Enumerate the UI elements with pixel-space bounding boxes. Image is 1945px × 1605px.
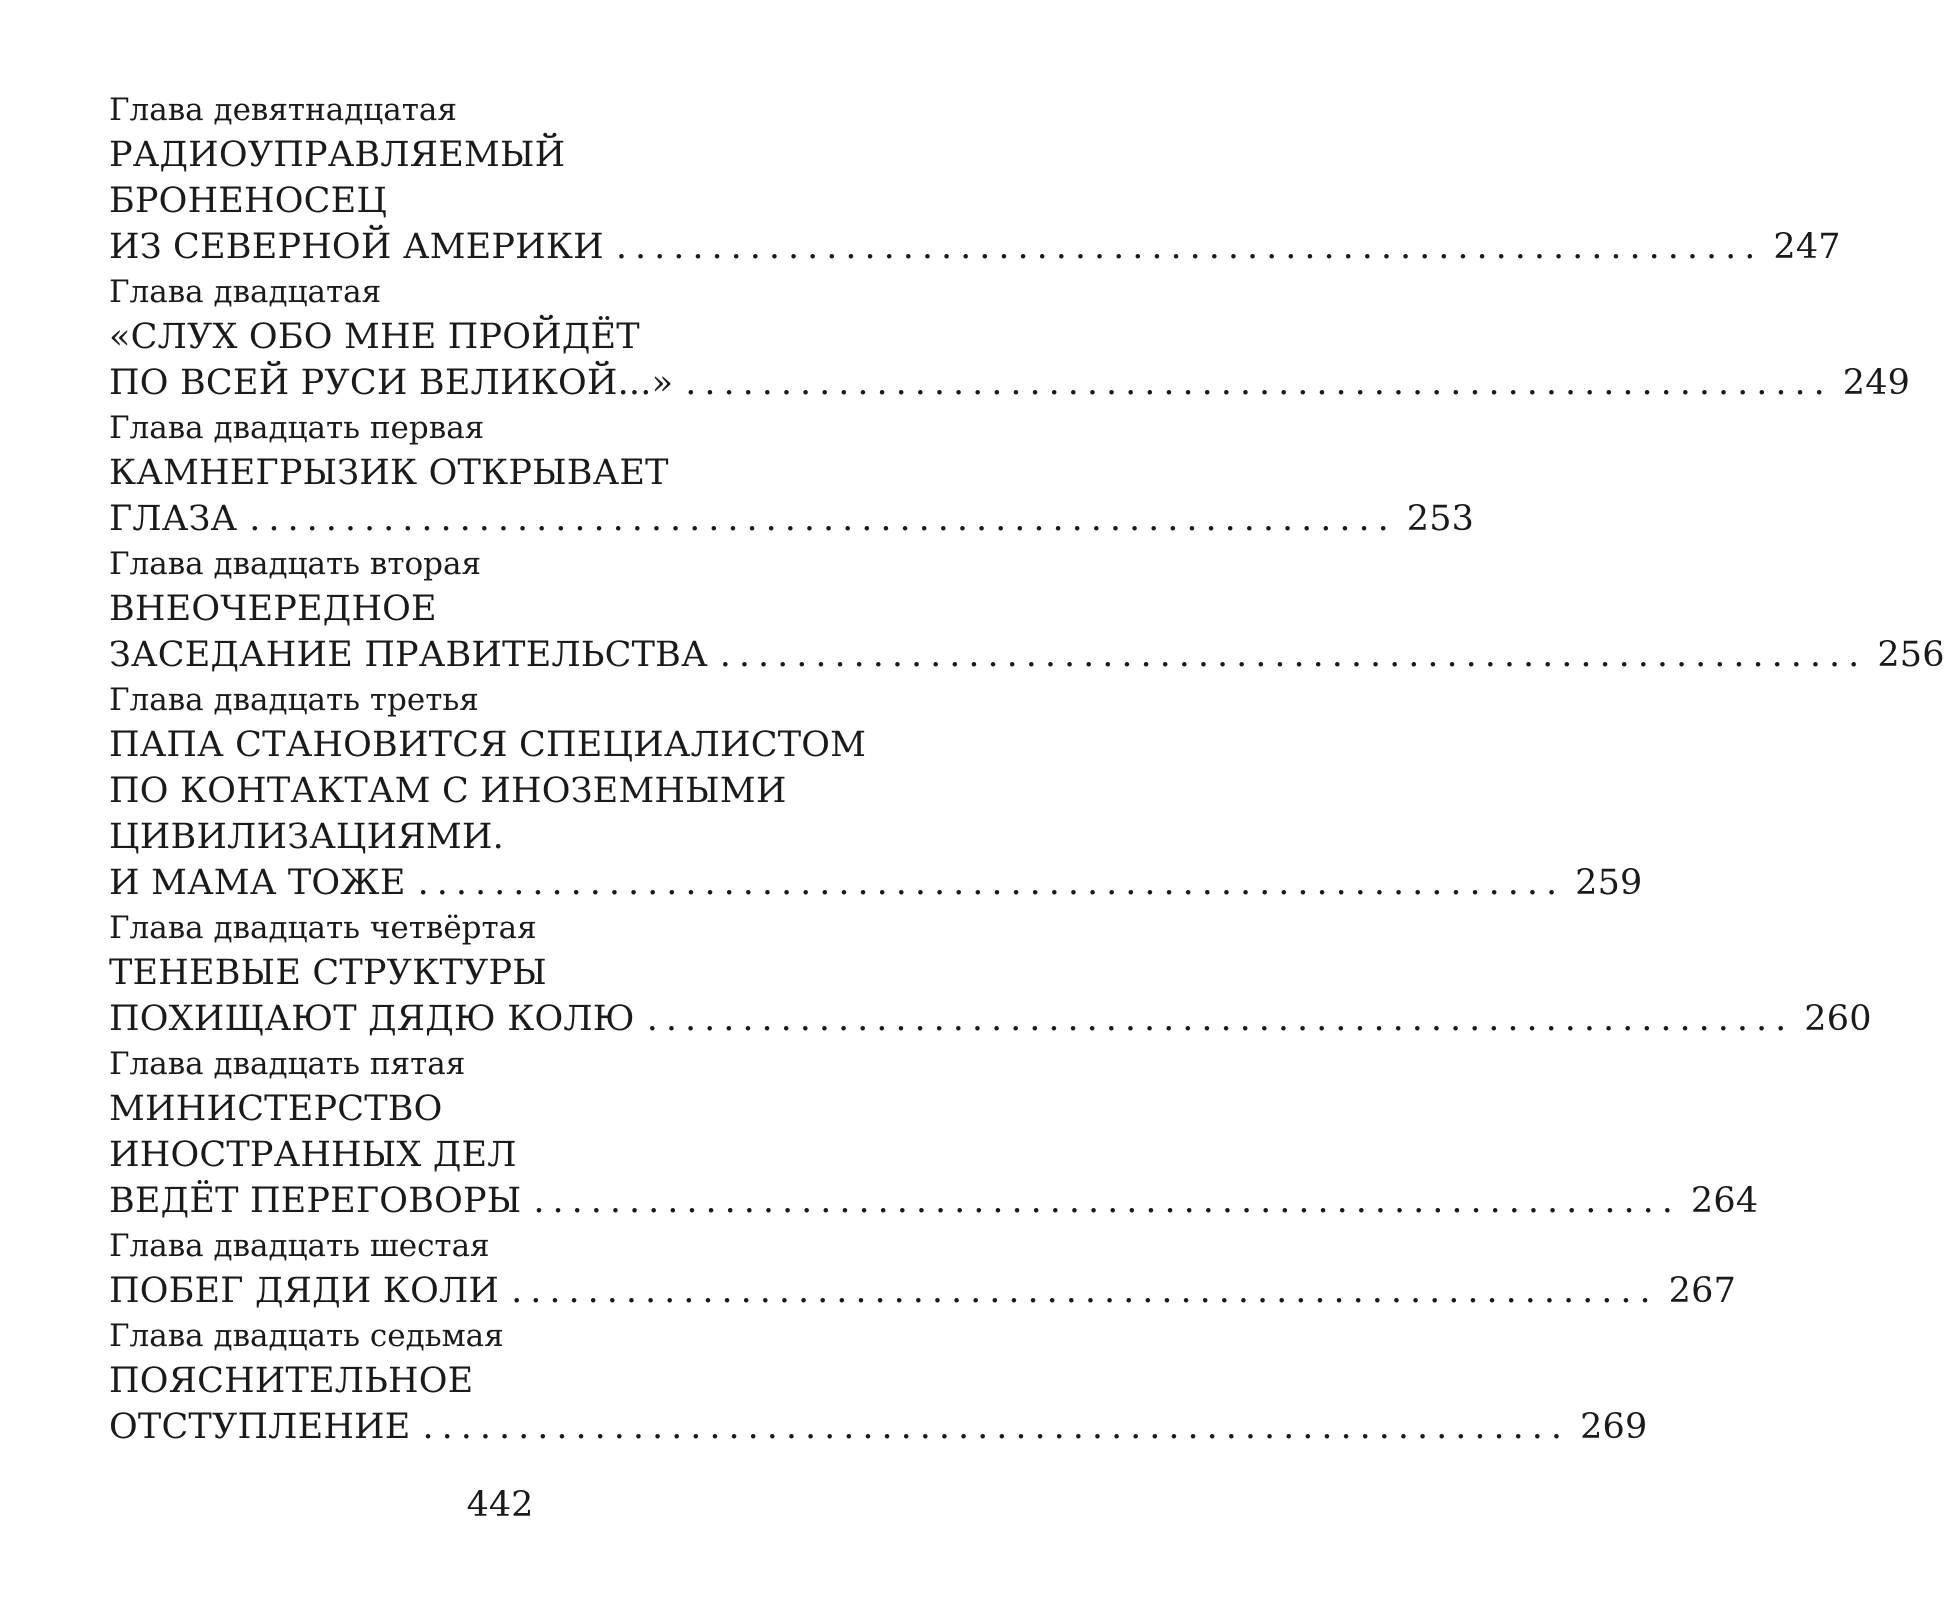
chapter-title-line: ПО КОНТАКТАМ С ИНОЗЕМНЫМИ — [109, 771, 787, 811]
page-number: 247 — [1773, 227, 1841, 267]
chapter-title-line: ПО ВСЕЙ РУСИ ВЕЛИКОЙ...» — [109, 363, 674, 403]
chapter-label: Глава двадцать шестая — [109, 1228, 490, 1264]
chapter-title-line: ГЛАЗА — [109, 499, 238, 539]
toc-entry — [109, 906, 1872, 1042]
chapter-title-last-line — [109, 996, 1872, 1042]
chapter-title-last-line — [109, 860, 1643, 906]
dot-leader: ............................................................ — [685, 363, 1833, 403]
dot-leader: ............................................................ — [422, 1407, 1571, 1447]
chapter-title-line: ВНЕОЧЕРЕДНОЕ — [109, 589, 437, 629]
chapter-title-line: ИНОСТРАННЫХ ДЕЛ — [109, 1135, 517, 1175]
toc-entry — [109, 1224, 1737, 1314]
chapter-label: Глава двадцать первая — [109, 410, 485, 446]
chapter-title-line: ПАПА СТАНОВИТСЯ СПЕЦИАЛИСТОМ — [109, 725, 867, 765]
chapter-label: Глава двадцать вторая — [109, 546, 482, 582]
dot-leader: ............................................................ — [511, 1271, 1659, 1311]
page-number: 259 — [1575, 863, 1643, 903]
chapter-label: Глава девятнадцатая — [109, 92, 457, 128]
chapter-label: Глава двадцать пятая — [109, 1046, 466, 1082]
chapter-title-line: ПОХИЩАЮТ ДЯДЮ КОЛЮ — [109, 999, 635, 1039]
page-number: 256 — [1877, 635, 1945, 675]
page-number: 267 — [1668, 1271, 1737, 1311]
dot-leader: ............................................................ — [417, 863, 1566, 903]
chapter-label: Глава двадцать третья — [109, 682, 479, 718]
page-number: 260 — [1804, 999, 1872, 1039]
chapter-title-last-line — [109, 496, 1475, 542]
toc-entry — [109, 406, 1475, 542]
chapter-title-line: И МАМА ТОЖЕ — [109, 863, 406, 903]
chapter-title-last-line — [109, 360, 1911, 406]
chapter-title-last-line — [109, 224, 1841, 270]
chapter-title-line: ЗАСЕДАНИЕ ПРАВИТЕЛЬСТВА — [109, 635, 708, 675]
chapter-title-line: ВЕДЁТ ПЕРЕГОВОРЫ — [109, 1181, 522, 1221]
toc-entry — [109, 270, 1911, 406]
chapter-title-line: БРОНЕНОСЕЦ — [109, 181, 388, 221]
chapter-title-line: ПОБЕГ ДЯДИ КОЛИ — [109, 1271, 500, 1311]
page-folio: 442 — [466, 1485, 534, 1525]
toc-entry — [109, 542, 1945, 678]
chapter-title-line: РАДИОУПРАВЛЯЕМЫЙ — [109, 135, 566, 175]
chapter-title-line: ПОЯСНИТЕЛЬНОЕ — [109, 1361, 474, 1401]
chapter-title-last-line — [109, 632, 1945, 678]
chapter-title-line: ЦИВИЛИЗАЦИЯМИ. — [109, 817, 504, 857]
chapter-title-line: «СЛУХ ОБО МНЕ ПРОЙДЁТ — [109, 317, 640, 357]
chapter-title-last-line — [109, 1268, 1737, 1314]
page-number: 253 — [1406, 499, 1475, 539]
chapter-label: Глава двадцать седьмая — [109, 1318, 504, 1354]
chapter-title-line: КАМНЕГРЫЗИК ОТКРЫВАЕТ — [109, 453, 669, 493]
dot-leader: ............................................................ — [533, 1181, 1681, 1221]
dot-leader: ............................................................ — [719, 635, 1868, 675]
toc-entry — [109, 1314, 1648, 1450]
chapter-title-line: ИЗ СЕВЕРНОЙ АМЕРИКИ — [109, 227, 604, 267]
table-of-contents — [109, 88, 1945, 1450]
chapter-title-line: МИНИСТЕРСТВО — [109, 1089, 443, 1129]
dot-leader: ............................................................ — [249, 499, 1397, 539]
toc-entry — [109, 88, 1841, 270]
toc-entry — [109, 1042, 1759, 1224]
page-number: 249 — [1842, 363, 1911, 403]
chapter-title-line: ТЕНЕВЫЕ СТРУКТУРЫ — [109, 953, 547, 993]
page-number: 269 — [1580, 1407, 1648, 1447]
chapter-title-line: ОТСТУПЛЕНИЕ — [109, 1407, 411, 1447]
chapter-title-last-line — [109, 1178, 1759, 1224]
dot-leader: ............................................................ — [615, 227, 1764, 267]
page-number: 264 — [1690, 1181, 1759, 1221]
chapter-label: Глава двадцатая — [109, 274, 382, 310]
dot-leader: ............................................................ — [646, 999, 1795, 1039]
chapter-label: Глава двадцать четвёртая — [109, 910, 537, 946]
chapter-title-last-line — [109, 1404, 1648, 1450]
toc-entry — [109, 678, 1643, 906]
